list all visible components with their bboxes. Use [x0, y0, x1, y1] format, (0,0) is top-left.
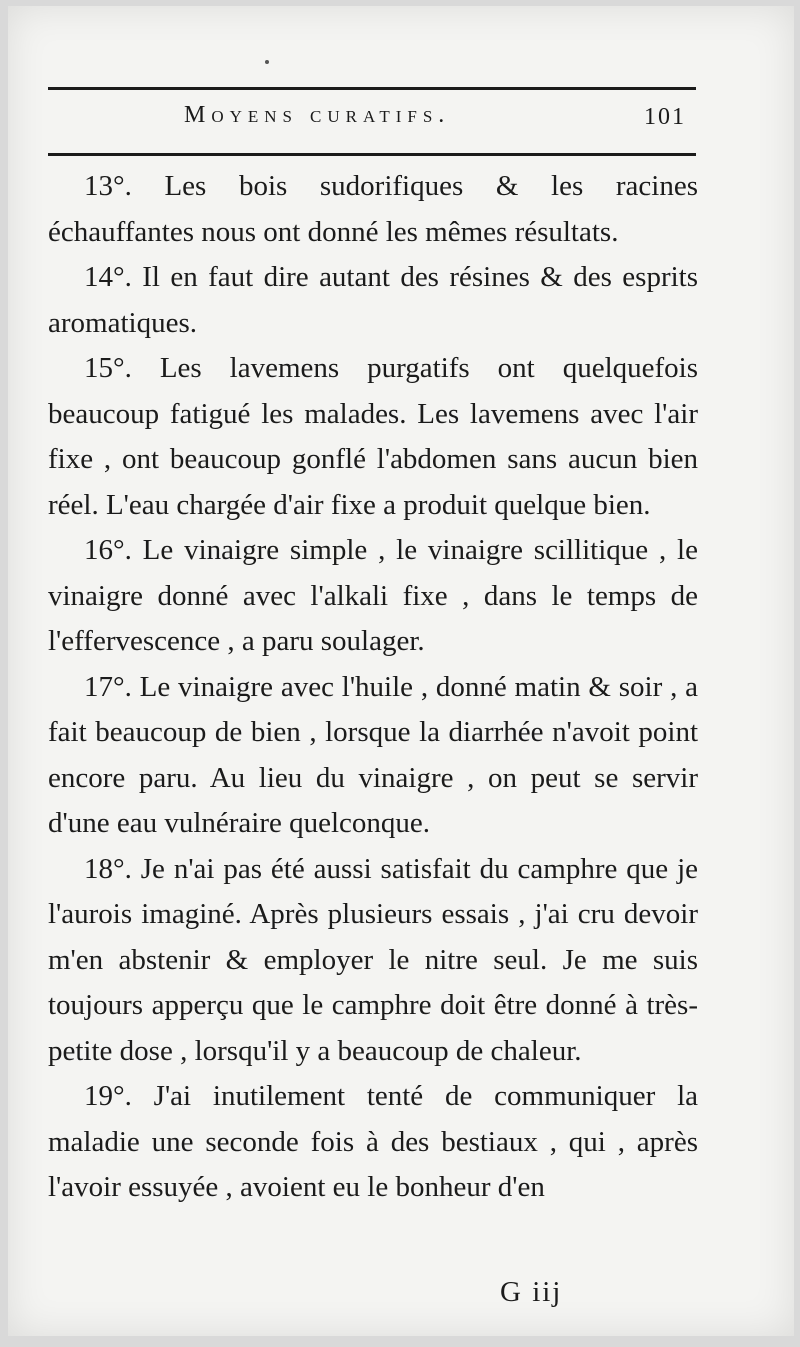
book-page	[8, 6, 794, 1336]
header-rule-bottom	[48, 153, 696, 156]
paragraph-15: 15°. Les lavemens purgatifs ont quelquefois beaucoup fatigué les malades. Les lavemens avec l'air fixe , ont beaucoup gonflé l'abdomen sans aucun bien réel. L'eau chargée d'air fixe a produit quelque bien.	[48, 352, 698, 521]
page-body	[48, 164, 698, 1211]
running-head: Moyens curatifs.	[184, 102, 451, 128]
page-number: 101	[644, 104, 686, 130]
header-rule-top	[48, 87, 696, 90]
paragraph-19: 19°. J'ai inutilement tenté de communiquer la maladie une seconde fois à des bestiaux , qui , après l'avoir essuyée , avoient eu le bonheur d'en	[48, 1080, 698, 1203]
signature-mark: G iij	[500, 1276, 563, 1308]
paragraph-14: 14°. Il en faut dire autant des résines & des esprits aromatiques.	[48, 261, 698, 339]
ink-dot	[265, 60, 269, 64]
paragraph-17: 17°. Le vinaigre avec l'huile , donné matin & soir , a fait beaucoup de bien , lorsque la diarrhée n'avoit point encore paru. Au lieu du vinaigre , on peut se servir d'une eau vulnéraire quelconque.	[48, 670, 698, 839]
paragraph-16: 16°. Le vinaigre simple , le vinaigre scillitique , le vinaigre donné avec l'alkali fixe , dans le temps de l'effervescence , a paru soulager.	[48, 534, 698, 657]
paragraph-18: 18°. Je n'ai pas été aussi satisfait du camphre que je l'aurois imaginé. Après plusieurs essais , j'ai cru devoir m'en abstenir & employer le nitre seul. Je me suis toujours apperçu que le camphre doit être donné à très-petite dose , lorsqu'il y a beaucoup de chaleur.	[48, 852, 698, 1067]
paragraph-13: 13°. Les bois sudorifiques & les racines échauffantes nous ont donné les mêmes résultats.	[48, 170, 698, 248]
